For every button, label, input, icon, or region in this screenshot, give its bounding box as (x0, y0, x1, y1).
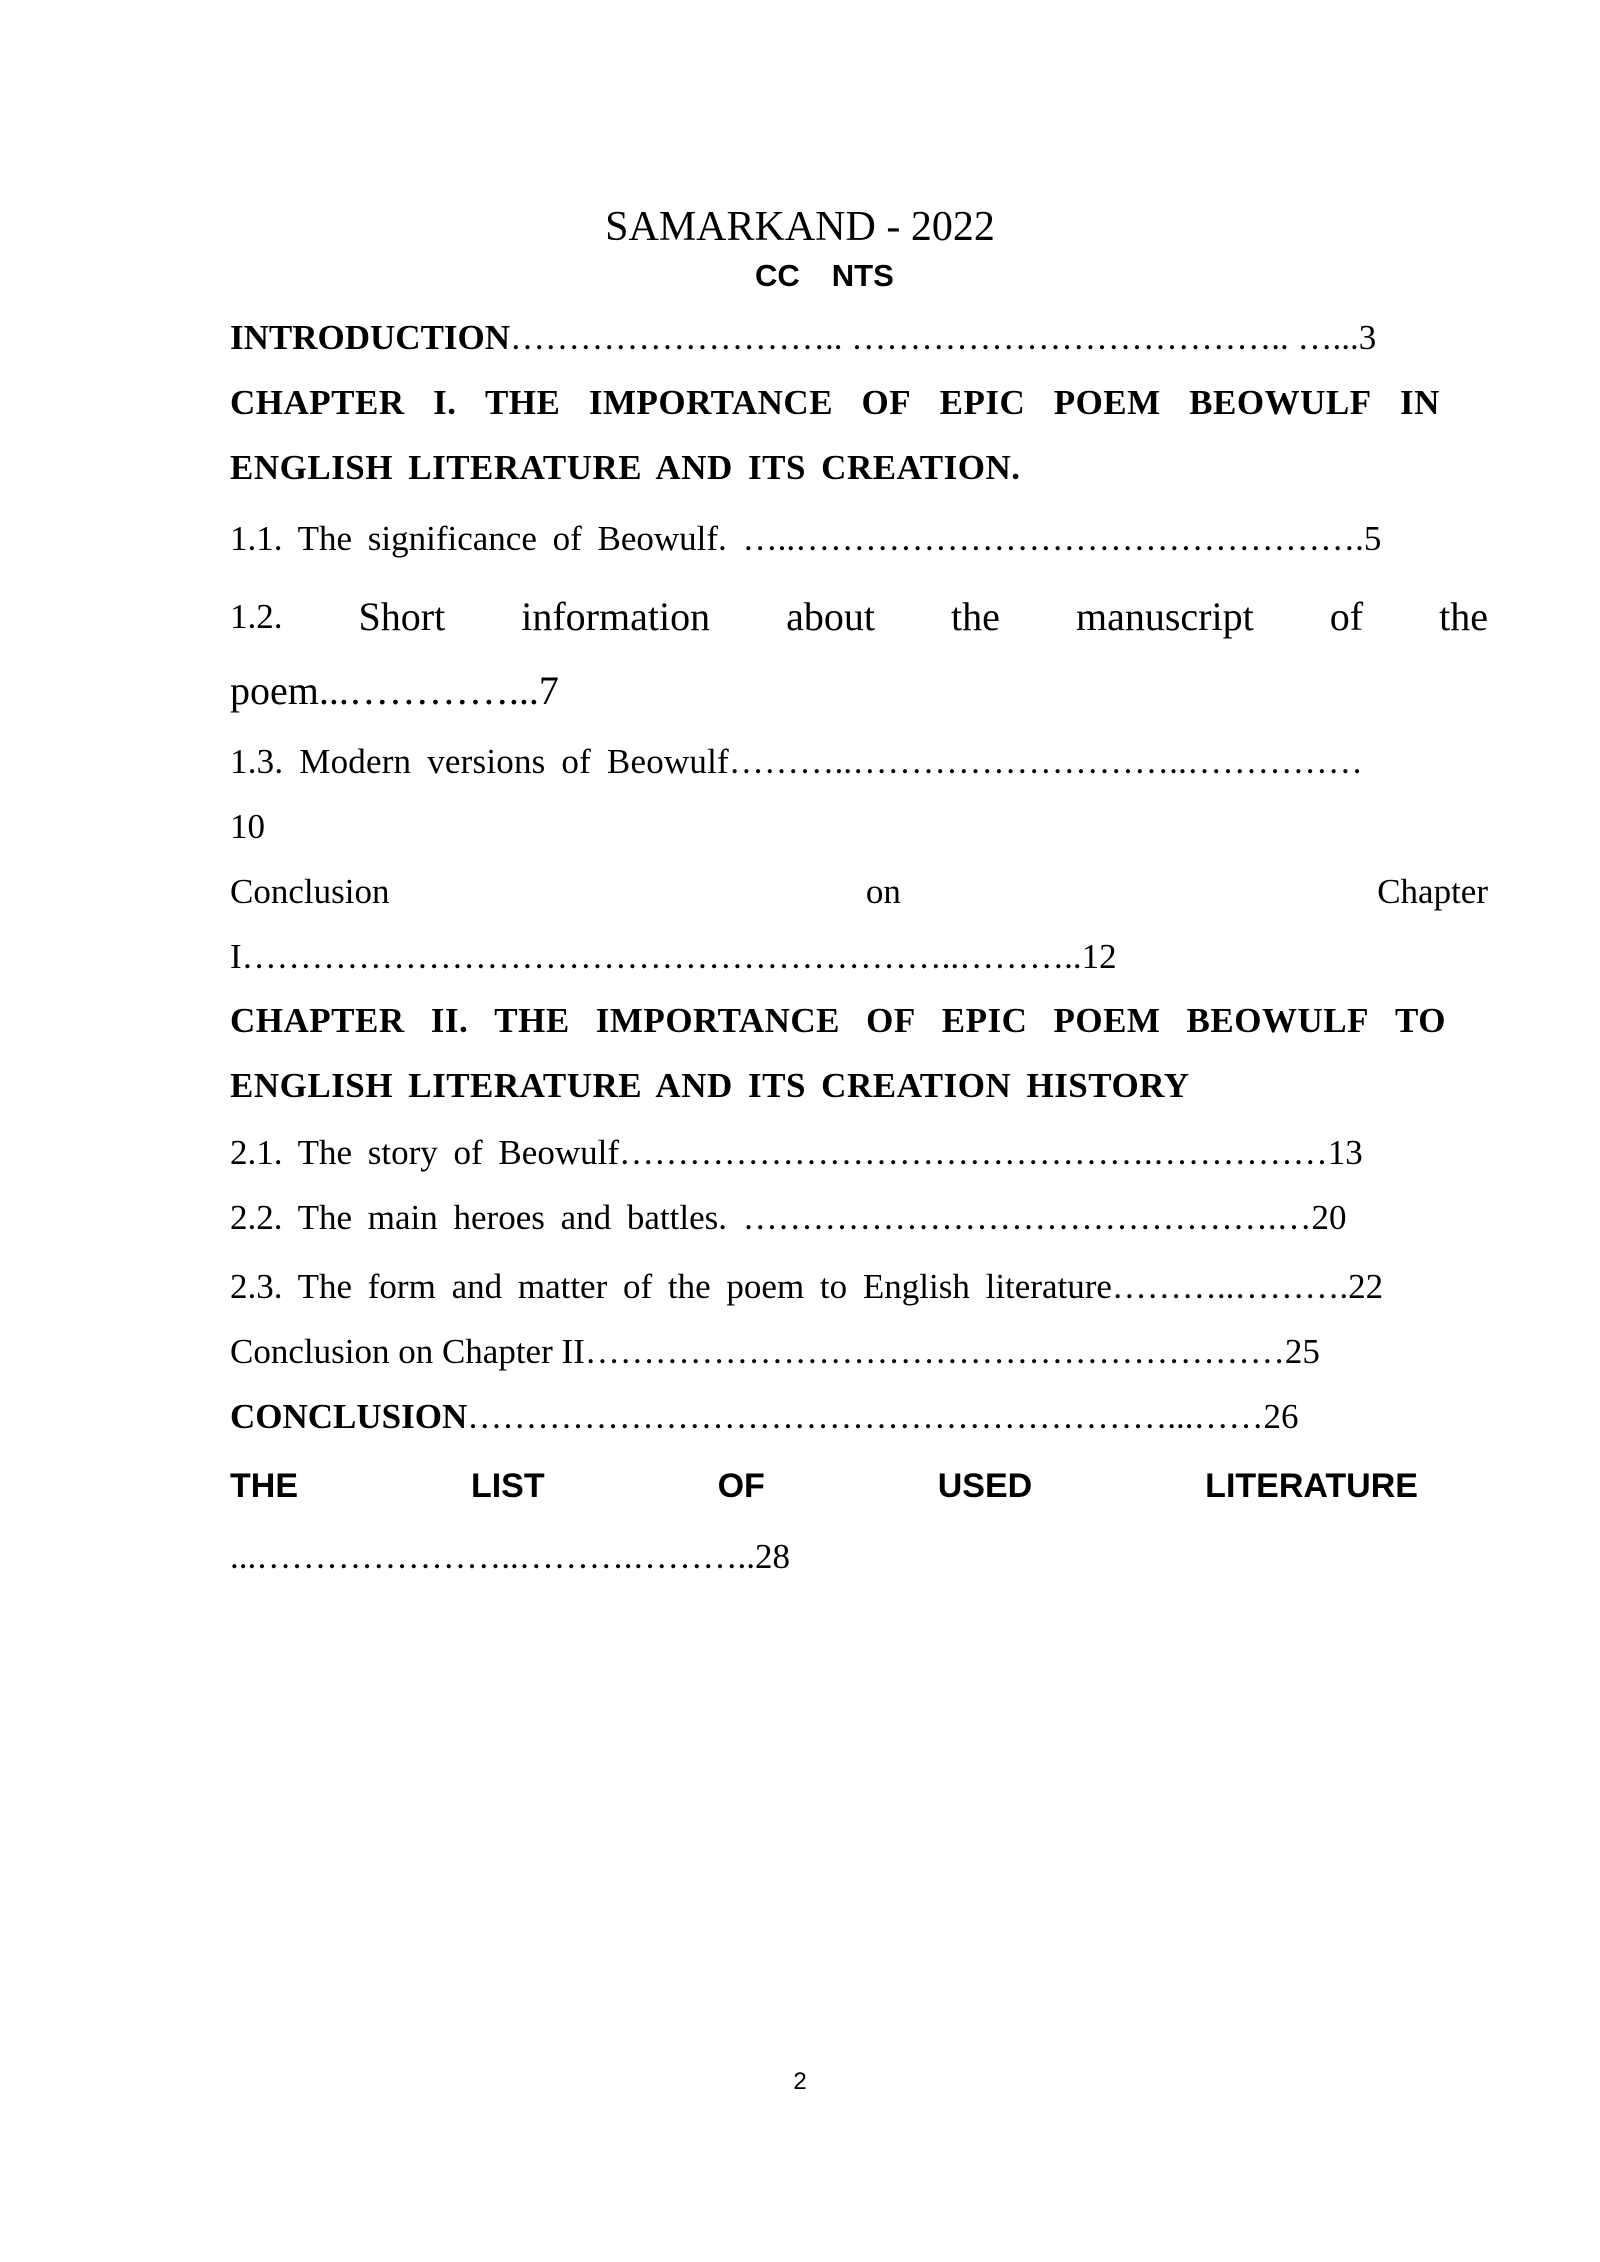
heading-word: BEOWULF (1189, 383, 1372, 422)
toc-entry-label: Conclusion on Chapter II (230, 1332, 585, 1371)
toc-page-number: 25 (1284, 1332, 1320, 1371)
toc-entry-2-1[interactable] (230, 1133, 1488, 1173)
heading-word: TO (1395, 1001, 1446, 1040)
heading-word: OF (717, 1467, 765, 1505)
toc-chapter-1-heading-line1[interactable] (230, 383, 1440, 423)
toc-entry-label: 2.3. The form and matter of the poem to English literature (230, 1267, 1112, 1306)
toc-leader-dots: ……………………………………………………...…… (467, 1397, 1264, 1436)
toc-entry-1-3-line2[interactable]: 10 (230, 807, 265, 846)
toc-leader-dots: ……………………………………….…………… (618, 1133, 1328, 1172)
heading-word: BEOWULF (1186, 1001, 1369, 1040)
toc-word: manuscript (1075, 594, 1254, 639)
toc-chapter-2-heading-line1[interactable] (230, 1001, 1446, 1041)
toc-entry-label: 2.2. The main heroes and battles. (230, 1198, 728, 1237)
toc-word: about (786, 594, 876, 639)
toc-entry-introduction[interactable] (230, 318, 1488, 358)
toc-entry-literature-line2[interactable]: ...…………………..……….………..28 (230, 1537, 790, 1576)
toc-page-number: 13 (1327, 1133, 1363, 1172)
heading-word: CHAPTER (230, 1001, 405, 1040)
toc-page-number: 22 (1348, 1267, 1384, 1306)
heading-word: II. (430, 1001, 469, 1040)
toc-page-number: 20 (1311, 1198, 1347, 1237)
toc-word: 1.2. (230, 597, 283, 636)
contents-heading (755, 258, 894, 294)
toc-entry-label: INTRODUCTION (230, 318, 511, 357)
contents-heading-part1: CC (755, 258, 800, 293)
toc-page-number: 26 (1263, 1397, 1299, 1436)
heading-word: LIST (470, 1467, 545, 1505)
toc-entry-label: 1.1. The significance of Beowulf. (230, 519, 727, 558)
heading-word: IMPORTANCE (595, 1001, 841, 1040)
page-number: 2 (793, 2068, 807, 2095)
toc-word: of (1329, 594, 1364, 639)
toc-entry-2-3[interactable] (230, 1267, 1488, 1307)
toc-entry-label: 2.1. The story of Beowulf (230, 1133, 619, 1172)
heading-word: IN (1400, 383, 1440, 422)
toc-leader-dots: ……………………….. ……………………………….. …... (510, 318, 1359, 357)
document-header-title: SAMARKAND - 2022 (605, 204, 995, 250)
toc-leader-dots: …..………………………………………… (726, 519, 1356, 558)
toc-word: Short (358, 594, 446, 639)
toc-entry-1-2-line1[interactable] (230, 594, 1488, 640)
heading-word: CHAPTER (230, 383, 405, 422)
toc-word: the (951, 594, 1000, 639)
heading-word: EPIC (939, 383, 1026, 422)
toc-entry-label: CONCLUSION (230, 1397, 468, 1436)
heading-word: THE (494, 1001, 570, 1040)
toc-leader-dots: …………………………………………………… (584, 1332, 1285, 1371)
toc-entry-conclusion[interactable] (230, 1397, 1488, 1437)
toc-entry-1-1[interactable] (230, 519, 1488, 559)
heading-word: LITERATURE (1205, 1467, 1418, 1505)
toc-page-number: 3 (1358, 318, 1377, 357)
toc-word: the (1439, 594, 1488, 639)
contents-heading-part2: NTS (831, 258, 894, 293)
heading-word: POEM (1053, 383, 1161, 422)
toc-entry-2-2[interactable] (230, 1198, 1488, 1238)
heading-word: THE (484, 383, 561, 422)
toc-chapter-1-heading-line2[interactable]: ENGLISH LITERATURE AND ITS CREATION. (230, 448, 1021, 487)
toc-leader-dots: ……………………………………….… (727, 1198, 1312, 1237)
heading-word: OF (861, 383, 912, 422)
heading-word: EPIC (941, 1001, 1028, 1040)
toc-leader-dots: ………..………. (1111, 1267, 1349, 1306)
toc-entry-1-3-line1[interactable]: 1.3. Modern versions of Beowulf………..………………………..…………… (230, 742, 1364, 781)
toc-word: Chapter (1377, 872, 1488, 911)
toc-entry-conclusion-ch2[interactable] (230, 1332, 1488, 1372)
heading-word: USED (937, 1467, 1033, 1505)
toc-chapter-2-heading-line2[interactable]: ENGLISH LITERATURE AND ITS CREATION HISTORY (230, 1066, 1190, 1105)
heading-word: I. (433, 383, 457, 422)
toc-entry-literature-line1[interactable] (230, 1466, 1418, 1506)
heading-word: THE (230, 1467, 298, 1505)
toc-word: information (521, 594, 711, 639)
heading-word: POEM (1053, 1001, 1161, 1040)
toc-page-number: .5 (1355, 519, 1382, 558)
heading-word: IMPORTANCE (588, 383, 834, 422)
toc-word: on (865, 872, 901, 911)
toc-entry-conclusion-ch1-line2[interactable]: I……………………………………………………..………..12 (230, 937, 1117, 976)
toc-entry-1-2-line2[interactable]: poem...…………...7 (230, 668, 559, 713)
toc-word: Conclusion (230, 872, 390, 911)
heading-word: OF (866, 1001, 916, 1040)
toc-entry-conclusion-ch1-line1[interactable] (230, 872, 1488, 912)
